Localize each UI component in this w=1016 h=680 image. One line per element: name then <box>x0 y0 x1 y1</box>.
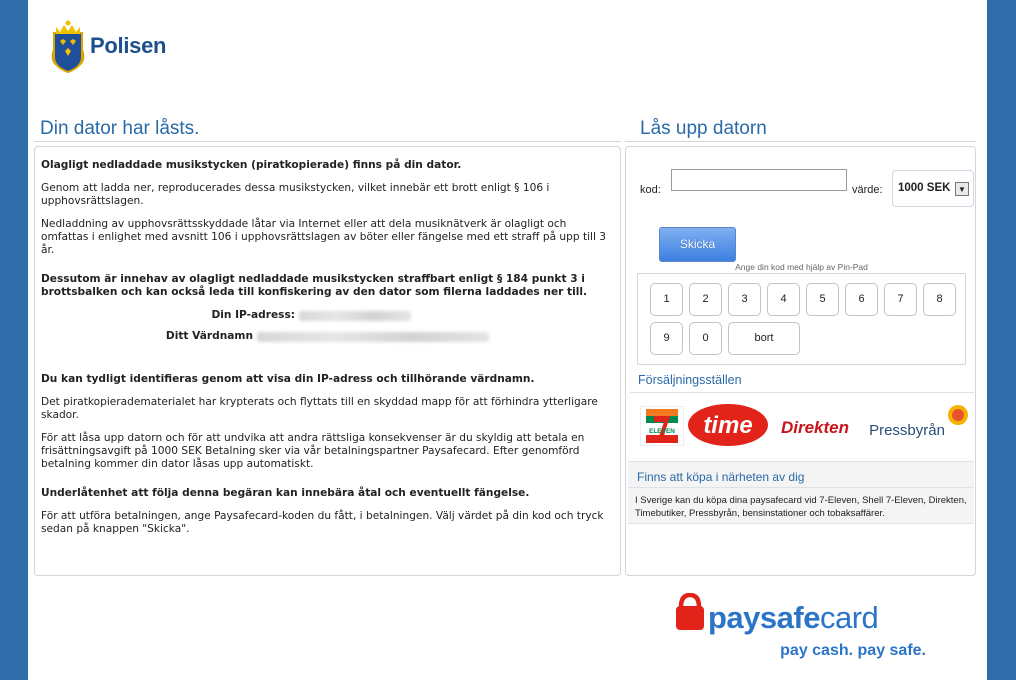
padlock-icon <box>676 595 704 630</box>
paysafecard-card-text: card <box>819 600 879 635</box>
pin-key-delete[interactable]: bort <box>728 322 800 355</box>
pressbyran-logo-text: Pressbyrån <box>869 422 945 439</box>
warning-paragraph-8: Underlåtenhet att följa denna begäran kan innebära åtal och eventuellt fängelse. <box>41 487 530 499</box>
seven-eleven-text: ELEVEN <box>648 428 676 435</box>
warning-panel <box>34 146 621 576</box>
send-button[interactable]: Skicka <box>659 227 736 262</box>
pin-key-6[interactable]: 6 <box>845 283 878 316</box>
pin-key-7[interactable]: 7 <box>884 283 917 316</box>
pin-key-1[interactable]: 1 <box>650 283 683 316</box>
paysafecard-safe-text: safe <box>759 600 820 635</box>
pin-key-4[interactable]: 4 <box>767 283 800 316</box>
retailer-logos <box>640 402 972 450</box>
warning-paragraph-9: För att utföra betalningen, ange Paysafecard-koden du fått, i betalningen. Välj värdet på din kod och tryck sedan på knappen "Skicka". <box>41 510 604 535</box>
polisen-logo <box>50 18 166 74</box>
sales-points-divider <box>630 392 974 393</box>
pin-key-3[interactable]: 3 <box>728 283 761 316</box>
unlock-panel <box>625 146 976 576</box>
paysafecard-logo <box>673 593 933 663</box>
ip-address-row <box>41 309 614 322</box>
pin-key-0[interactable]: 0 <box>689 322 722 355</box>
value-select-current: 1000 SEK <box>898 182 951 194</box>
brand-name: Polisen <box>90 33 167 58</box>
time-logo-text: time <box>703 412 753 439</box>
seven-eleven-logo <box>640 406 684 446</box>
sales-points-heading: Försäljningsställen <box>638 373 742 387</box>
left-heading-divider <box>34 141 621 142</box>
value-select[interactable] <box>892 170 974 207</box>
paysafecard-pay-text: pay <box>708 600 760 635</box>
ip-address-value-redacted <box>299 311 411 321</box>
pin-key-2[interactable]: 2 <box>689 283 722 316</box>
warning-paragraph-1: Olagligt nedladdade musikstycken (piratkopierade) finns på din dator. <box>41 159 462 171</box>
hostname-value-redacted <box>257 332 489 342</box>
nearby-divider <box>628 487 974 488</box>
pin-key-5[interactable]: 5 <box>806 283 839 316</box>
code-label: kod: <box>640 184 661 196</box>
lock-screen-page <box>28 0 987 680</box>
warning-paragraph-2: Genom att ladda ner, reproducerades dessa musikstycken, vilket innebär ett brott enligt § 106 i upphovsrättslagen. <box>41 182 550 207</box>
nearby-heading: Finns att köpa i närheten av dig <box>637 470 805 484</box>
svg-text:paysafecard <box>708 600 878 635</box>
nearby-text: I Sverige kan du köpa dina paysafecard vid 7-Eleven, Shell 7-Eleven, Direkten, Timebutiker, Pressbyrån, bensinstationer och tobaksaffärer. <box>635 495 967 519</box>
pin-key-9[interactable]: 9 <box>650 322 683 355</box>
pin-key-8[interactable]: 8 <box>923 283 956 316</box>
paysafecard-tagline: pay cash. pay safe. <box>780 642 926 659</box>
warning-paragraph-6: Det piratkopieradematerialet har krypterats och flyttats till en skyddad mapp för att förhindra ytterligare skador. <box>41 396 598 421</box>
pressbyran-logo <box>859 402 972 448</box>
direkten-logo <box>772 406 858 446</box>
warning-paragraph-5: Du kan tydligt identifieras genom att visa din IP-adress och tillhörande värdnamn. <box>41 373 535 385</box>
chevron-down-icon[interactable]: ▼ <box>955 182 969 196</box>
nearby-info-box <box>628 461 974 524</box>
code-input[interactable] <box>671 169 847 191</box>
pin-pad <box>637 273 966 365</box>
warning-paragraph-3: Nedladdning av upphovsrättsskyddade låtar via Internet eller att dela musiknätverk är olagligt och omfattas i enlighet med avsnitt 106 i upphovsrättslagen av böter eller fängelse med ett straff på upp till 3 år. <box>41 218 607 256</box>
warning-paragraph-4: Dessutom är innehav av olagligt nedladdade musikstycken straffbart enligt § 184 punkt 3 i brottsbalken och kan också leda till konfiskering av den dator som filerna laddades ner till. <box>41 273 588 298</box>
locked-heading: Din dator har låsts. <box>40 118 200 139</box>
time-logo <box>686 402 770 448</box>
pin-pad-caption: Ange din kod med hjälp av Pin-Pad <box>735 262 868 272</box>
value-label: värde: <box>852 184 883 196</box>
unlock-heading: Lås upp datorn <box>640 118 767 139</box>
warning-paragraph-7: För att låsa upp datorn och för att undvika att andra rättsliga konsekvenser är du skyldig att betala en frisättningsavgift på 1000 SEK Betalning sker via vår betalningspartner Paysafecard. Efter genomförd betalning kommer din dator låsas upp automatiskt. <box>41 432 585 470</box>
hostname-label: Ditt Värdnamn <box>165 330 253 342</box>
direkten-logo-text: Direkten <box>780 418 850 437</box>
hostname-row <box>41 330 614 343</box>
right-heading-divider <box>625 141 976 142</box>
police-crest-icon <box>50 19 86 73</box>
ip-address-label: Din IP-adress: <box>211 309 295 321</box>
